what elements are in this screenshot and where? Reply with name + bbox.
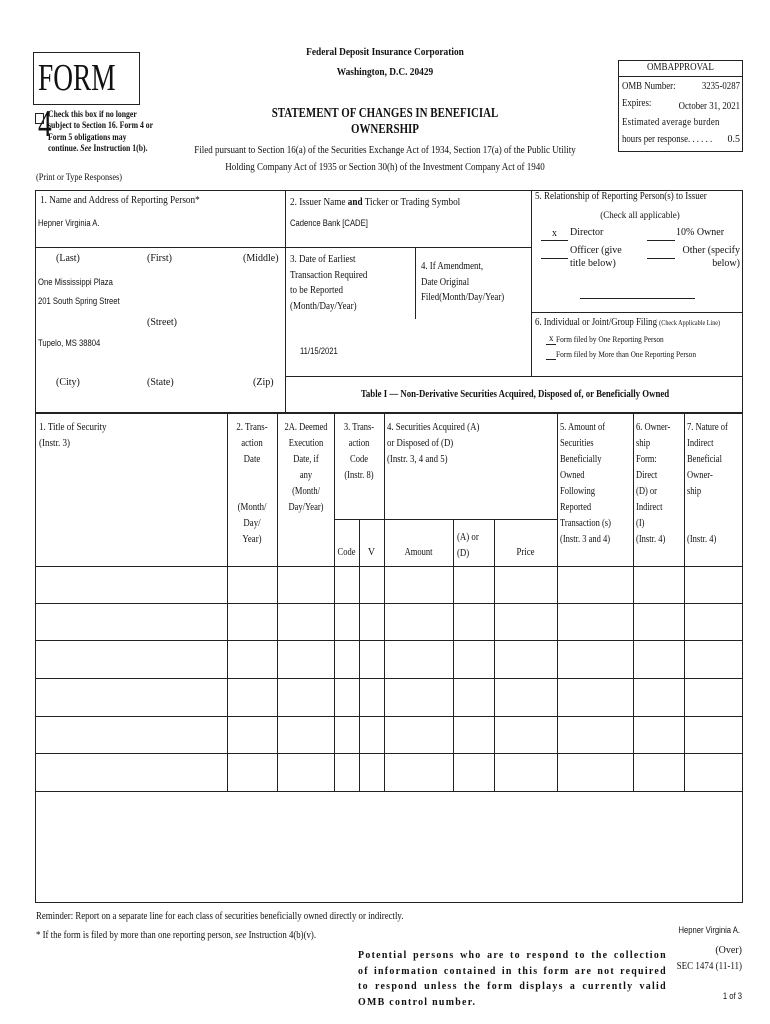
box5-label: 5. Relationship of Reporting Person(s) to Issuer: [535, 191, 707, 202]
omb-burden-line1: Estimated average burden: [622, 117, 720, 128]
state-label: (State): [147, 377, 174, 388]
address-line1: One Mississippi Plaza: [38, 277, 113, 287]
box2-label: 2. Issuer Name and Ticker or Trading Symbol: [290, 197, 461, 208]
one-person-mark[interactable]: x: [549, 333, 554, 343]
officer-label: Officer (give title below): [570, 245, 622, 269]
col-a-or-d: (A) or (D): [457, 532, 479, 559]
director-mark[interactable]: x: [552, 228, 557, 239]
print-note: (Print or Type Responses): [36, 172, 122, 182]
potential-persons-notice: Potential persons who are to respond to the collection of information contained in this form are not required to respond unless the form displays a currently valid OMB control number.: [358, 950, 667, 1008]
col-deemed-execution-date: 2A. Deemed Execution Date, if any (Month/ Day/Year): [284, 422, 328, 513]
earliest-transaction-date: 11/15/2021: [300, 346, 338, 356]
form-title: FORM 4: [38, 57, 116, 145]
filed-pursuant-line1: Filed pursuant to Section 16(a) of the Securities Exchange Act of 1934, Section 17(a) of the Public Utility: [194, 145, 576, 156]
sec-code: SEC 1474 (11-11): [676, 961, 742, 972]
footnote-text: * If the form is filed by more than one reporting person, see Instruction 4(b)(v).: [36, 930, 317, 941]
issuer-name-value: Cadence Bank [CADE]: [290, 218, 368, 228]
col-v: V: [367, 547, 376, 558]
other-label: Other (specify below): [682, 245, 740, 269]
ten-percent-owner-label: 10% Owner: [676, 227, 725, 238]
omb-expires-label: Expires:: [622, 98, 652, 109]
zip-label: (Zip): [253, 377, 274, 388]
street-label: (Street): [147, 317, 177, 328]
col-amount: Amount: [404, 547, 433, 558]
col-securities-acquired: 4. Securities Acquired (A) or Disposed of (D) (Instr. 3, 4 and 5): [387, 422, 480, 465]
col-price: Price: [516, 547, 535, 558]
box3-label: 3. Date of Earliest Transaction Required to be Reported (Month/Day/Year): [290, 254, 368, 312]
omb-number-value: 3235-0287: [701, 81, 740, 92]
first-label: (First): [147, 253, 172, 264]
box5-subtitle: (Check all applicable): [600, 210, 680, 220]
col-transaction-date: 2. Trans- action Date (Month/ Day/ Year): [236, 422, 268, 545]
agency-name: Federal Deposit Insurance Corporation: [306, 46, 464, 58]
box1-label: 1. Name and Address of Reporting Person*: [40, 195, 200, 206]
omb-burden-label: hours per response. . . . . .: [622, 134, 713, 145]
one-person-label: Form filed by One Reporting Person: [556, 335, 664, 344]
col-code: Code: [337, 547, 356, 558]
filed-pursuant-line2: Holding Company Act of 1935 or Section 30(h) of the Investment Company Act of 1940: [225, 162, 545, 173]
signature-name: Hepner Virginia A.: [678, 925, 740, 935]
multi-person-label: Form filed by More than One Reporting Person: [556, 350, 697, 359]
omb-burden-value: 0.5: [727, 134, 740, 145]
city-state-zip: Tupelo, MS 38804: [38, 338, 101, 348]
reminder-text: Reminder: Report on a separate line for each class of securities beneficially owned directly or indirectly.: [36, 911, 404, 922]
col-amount-owned: 5. Amount of Securities Beneficially Owned Following Reported Transaction (s) (Instr. 3 and 4): [560, 422, 611, 545]
page-number: 1 of 3: [722, 991, 742, 1001]
box6-label: 6. Individual or Joint/Group Filing (Check Applicable Line): [535, 317, 721, 328]
agency-location: Washington, D.C. 20429: [336, 66, 434, 78]
director-label: Director: [570, 227, 604, 238]
omb-number-label: OMB Number:: [622, 81, 676, 92]
statement-title: STATEMENT OF CHANGES IN BENEFICIAL OWNERSHIP: [271, 106, 499, 137]
checkbox-note: Check this box if no longer subject to Section 16. Form 4 or Form 5 obligations may continue. See Instruction 1(b).: [48, 109, 153, 153]
col-nature-of-ownership: 7. Nature of Indirect Beneficial Owner- ship (Instr. 4): [687, 422, 728, 545]
reporting-person-name: Hepner Virginia A.: [38, 218, 100, 228]
city-label: (City): [56, 377, 80, 388]
box4-label: 4. If Amendment, Date Original Filed(Month/Day/Year): [421, 261, 505, 303]
over-label: (Over): [715, 945, 742, 956]
middle-label: (Middle): [243, 253, 279, 264]
col-transaction-code: 3. Trans- action Code (Instr. 8): [343, 422, 375, 481]
col-title-of-security: 1. Title of Security (Instr. 3): [39, 422, 107, 449]
last-label: (Last): [56, 253, 80, 264]
table1-title: Table I — Non-Derivative Securities Acquired, Disposed of, or Beneficially Owned: [360, 389, 670, 400]
col-ownership-form: 6. Owner- ship Form: Direct (D) or Indirect (I) (Instr. 4): [636, 422, 671, 545]
address-line2: 201 South Spring Street: [38, 296, 120, 306]
omb-title: OMBAPPROVAL: [647, 62, 714, 73]
omb-expires-value: October 31, 2021: [678, 101, 740, 112]
no-longer-subject-checkbox[interactable]: [35, 113, 44, 124]
